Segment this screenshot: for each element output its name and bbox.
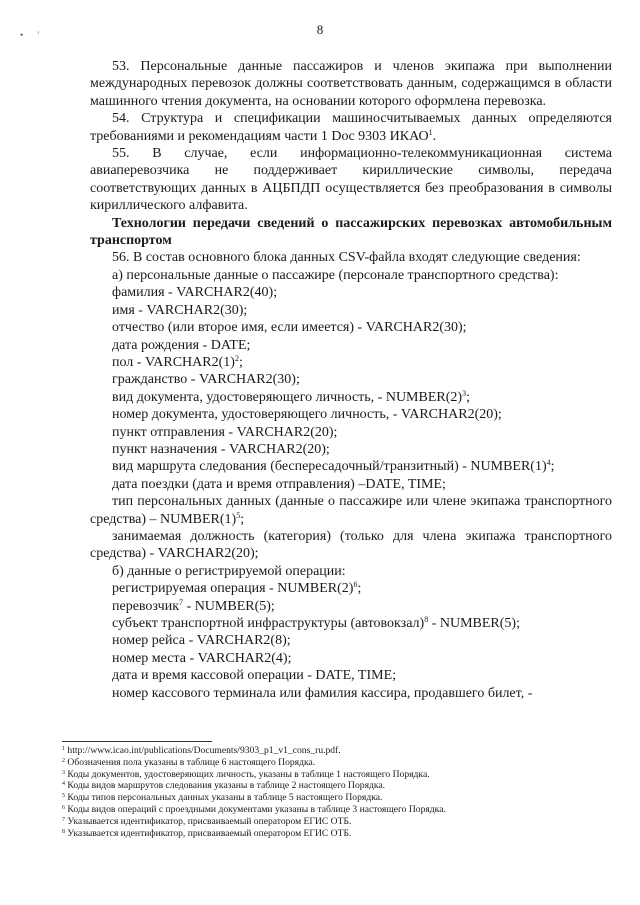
paragraph-53: 53. Персональные данные пассажиров и членов экипажа при выполнении международных перевозок должны соответствовать данным, содержащимся в области машинного чтения документа, на основании которого оформлена перевозка. [90,59,612,109]
item-tail: ; [466,389,470,405]
footnote-ref: 4 [546,458,551,468]
list-item [90,302,612,319]
item-tail: ; [238,354,243,370]
item-text: номер рейса - VARCHAR2(8); [112,633,291,649]
list-item [90,441,612,458]
footnote-number: 8 [62,828,65,835]
item-text: пункт отправления - VARCHAR2(20); [112,424,338,440]
section-b-title: б) данные о регистрируемой операции: [112,563,346,579]
list-item [90,319,612,336]
margin-marks: • ' [20,30,46,40]
list-item [90,389,612,406]
section-heading: Технологии передачи сведений о пассажирских перевозках автомобильным транспортом [90,215,612,249]
footnote-number: 4 [62,781,65,788]
item-text: номер кассового терминала или фамилия кассира, продавшего билет, - [112,685,533,701]
item-text: вид документа, удостоверяющего личность, - NUMBER(2) [112,389,463,405]
item-tail: - NUMBER(5); [183,598,275,614]
footnote-ref: 2 [234,353,239,363]
footnote-number: 6 [62,804,65,811]
footnote-text: Указывается идентификатор, присваиваемый оператором ЕГИС ОТБ. [65,827,352,839]
item-text: фамилия - VARCHAR2(40); [112,285,278,301]
footnote-separator [62,741,212,742]
paragraph-54-text: 54. Структура и спецификации машиносчитываемых данных определяются требованиями и рекомендациям части 1 Doc 9303 ИКАО [90,111,612,144]
item-text: имя - VARCHAR2(30); [112,302,248,318]
footnote-text: Коды видов маршрутов следования указаны в таблице 2 настоящего Порядка. [65,780,386,792]
list-item [90,406,612,423]
list-item [90,458,612,475]
item-tail: - NUMBER(5); [428,616,520,631]
footnote [62,780,610,792]
list-item-position: занимаемая должность (категория) (только для члена экипажа транспортного средства) - VARCHAR2(20); [90,528,612,562]
list-personal-data [90,284,612,493]
list-item [90,371,612,388]
footnote [62,828,610,840]
item-text: дата и время кассовой операции - DATE, TIME; [112,668,397,684]
item-text: регистрируемая операция - NUMBER(2) [112,581,354,597]
paragraph-54-end: . [432,128,437,144]
item-text: гражданство - VARCHAR2(30); [112,372,300,388]
footnote [62,804,610,816]
footnote [62,792,610,804]
footnote-text: Коды документов, удостоверяющих личность, указаны в таблице 1 настоящего Порядка. [65,768,430,780]
footnote [62,745,610,757]
list-item [90,284,612,301]
footnotes [62,745,610,839]
list-item [90,354,612,371]
footnote-ref: 1 [428,127,433,137]
footnote-number: 3 [62,769,65,776]
list-item [90,650,612,667]
list-item [90,685,612,702]
footnote-text: Обозначения пола указаны в таблице 6 настоящего Порядка. [65,756,316,768]
footnote-ref: 5 [236,510,241,520]
footnote-ref: 3 [462,388,467,398]
item-text: субъект транспортной инфраструктуры (автовокзал) [112,616,425,631]
footnote-ref: 6 [353,580,358,590]
footnote-ref: 8 [424,615,429,624]
footnote [62,816,610,828]
footnote-text: Указывается идентификатор, присваиваемый оператором ЕГИС ОТБ. [65,815,352,827]
list-operation-data [90,580,612,702]
section-a-title: а) персональные данные о пассажире (персонале транспортного средства): [112,267,559,283]
item-tail: ; [357,581,362,597]
item-text: номер места - VARCHAR2(4); [112,650,292,666]
item-text: отчество (или второе имя, если имеется) - VARCHAR2(30); [112,320,467,336]
item-text: пункт назначения - VARCHAR2(20); [112,441,330,457]
item-text: дата поездки (дата и время отправления) –DATE, TIME; [112,476,446,492]
item-text: номер документа, удостоверяющего личность, - VARCHAR2(20); [112,407,502,423]
item-tail: ; [550,459,555,475]
item-text: тип персональных данных (данные о пассажире или члене экипажа транспортного средства) – NUMBER(1) [90,494,612,527]
footnote-number: 2 [62,757,65,764]
footnote-text: http://www.icao.int/publications/Documents/9303_p1_v1_cons_ru.pdf. [65,745,341,756]
footnote-text: Коды типов персональных данных указаны в таблице 5 настоящего Порядка. [65,792,383,804]
footnote-number: 5 [62,793,65,800]
paragraph-55: 55. В случае, если информационно-телекоммуникационная система авиаперевозчика не поддерживает кириллические символы, передача соответствующих данных в АЦБПДП осуществляется без преобразования в символы кириллического алфавита. [90,146,612,214]
list-item-data-type [90,493,612,528]
list-item [90,667,612,684]
paragraph-56: 56. В состав основного блока данных CSV-файла входят следующие сведения: [112,250,581,266]
footnote-text: Коды видов операций с проездными документами указаны в таблице 3 настоящего Порядка. [65,803,446,815]
footnote [62,757,610,769]
item-text: дата рождения - DATE; [112,337,251,353]
paragraph-54 [90,110,612,145]
item-text: пол - VARCHAR2(1) [112,354,235,370]
list-item [90,632,612,649]
document-body [90,58,612,702]
item-text: вид маршрута следования (беспересадочный/транзитный) - NUMBER(1) [112,459,547,475]
item-tail: ; [240,511,245,527]
footnote-number: 1 [62,746,65,752]
list-item [90,598,612,615]
footnote [62,769,610,781]
list-item [90,337,612,354]
list-item [90,424,612,441]
list-item [90,580,612,597]
list-item [90,615,612,632]
footnote-number: 7 [62,816,65,823]
page-number: 8 [316,22,324,37]
item-text: перевозчик [112,598,180,614]
list-item [90,476,612,493]
footnote-ref: 7 [179,597,184,607]
